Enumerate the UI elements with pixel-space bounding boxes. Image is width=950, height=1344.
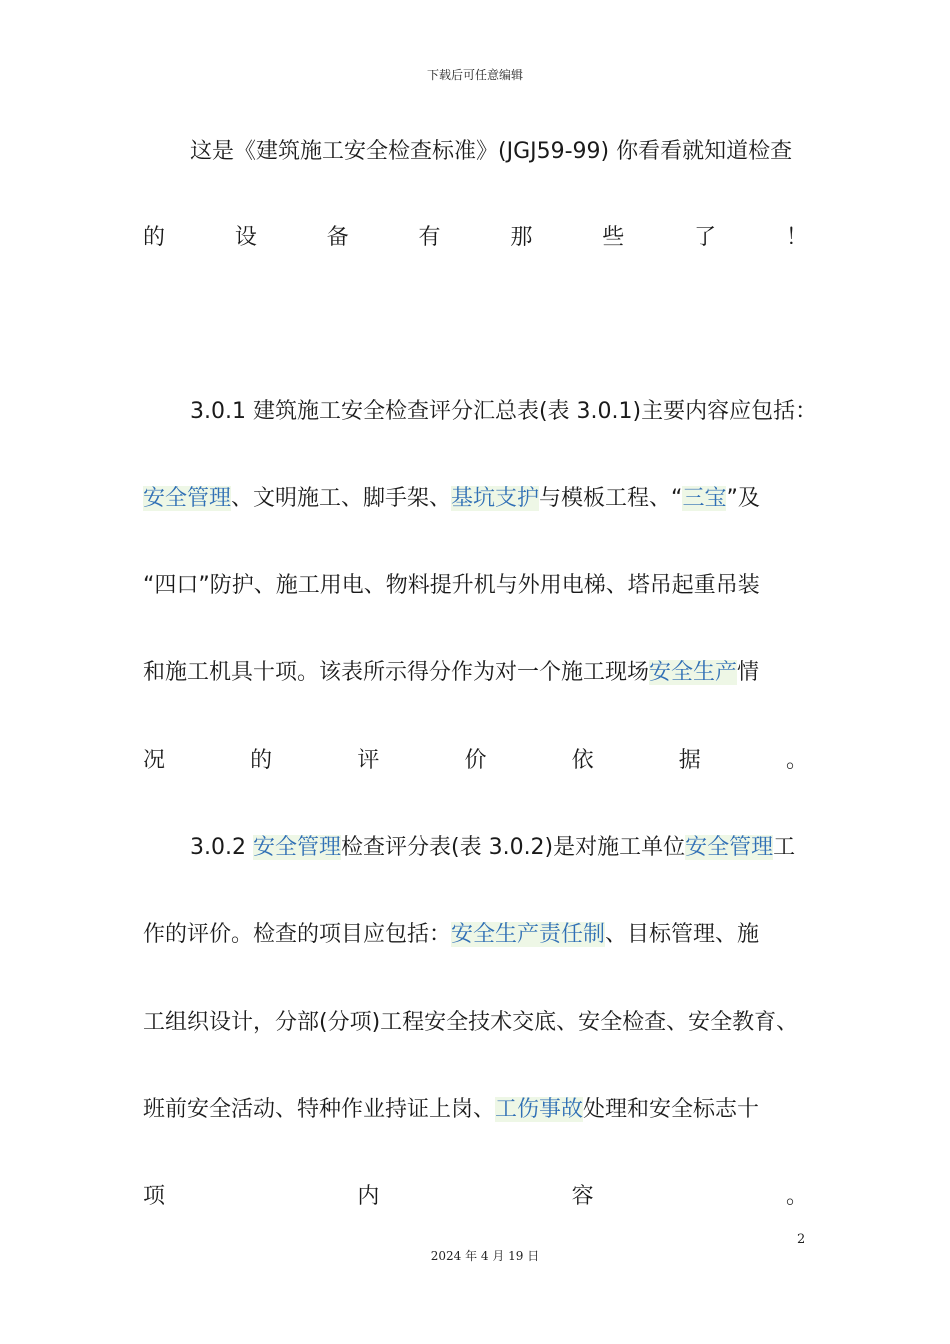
text-span: 情 xyxy=(737,660,760,685)
intro-char: 有 xyxy=(418,225,441,250)
link-anquan-shengchan-zerenzhi[interactable]: 安全生产责任制 xyxy=(451,922,606,947)
spread-char: 据 xyxy=(678,748,701,773)
intro-line-2 xyxy=(143,223,808,253)
text-span: 、目标管理、施 xyxy=(605,922,760,947)
section-301-line-1: 3.0.1 建筑施工安全检查评分汇总表(表 3.0.1)主要内容应包括： xyxy=(190,399,818,424)
spread-char: 。 xyxy=(785,748,808,773)
section-302-line-1 xyxy=(143,833,855,863)
text-span: 、文明施工、脚手架、 xyxy=(231,486,452,511)
footer-date: 2024 年 4 月 19 日 xyxy=(430,1249,540,1263)
spread-char: 况 xyxy=(143,748,166,773)
intro-char: 设 xyxy=(234,225,257,250)
section-302-line-4 xyxy=(143,1095,808,1125)
intro-line-1: 这是《建筑施工安全检查标准》(JGJ59-99) 你看看就知道检查 xyxy=(190,139,793,164)
text-span: 作的评价。检查的项目应包括： xyxy=(143,922,452,947)
text-span: 工 xyxy=(773,835,796,860)
intro-char: 备 xyxy=(326,225,349,250)
page-header: 下载后可任意编辑 xyxy=(426,68,523,82)
spread-char: 评 xyxy=(357,748,380,773)
spread-char: 价 xyxy=(464,748,487,773)
section-301-line-2 xyxy=(143,484,808,514)
spread-char: 依 xyxy=(571,748,594,773)
spread-char: 内 xyxy=(357,1184,380,1209)
spread-char: 的 xyxy=(250,748,273,773)
link-jikeng-zhihu[interactable]: 基坑支护 xyxy=(451,486,540,511)
text-span: ”及 xyxy=(726,486,760,511)
link-anquan-shengchan[interactable]: 安全生产 xyxy=(649,660,738,685)
section-301-line-3: “四口”防护、施工用电、物料提升机与外用电梯、塔吊起重吊装 xyxy=(143,573,760,598)
link-anquan-guanli[interactable]: 安全管理 xyxy=(252,835,341,860)
spread-char: 。 xyxy=(785,1184,808,1209)
link-sanbao[interactable]: 三宝 xyxy=(682,486,727,511)
intro-char: 的 xyxy=(143,225,166,250)
text-span: 3.0.2 xyxy=(190,835,253,860)
section-302-line-3: 工组织设计，分部(分项)工程安全技术交底、安全检查、安全教育、 xyxy=(143,1010,799,1035)
text-span: 检查评分表(表 3.0.2)是对施工单位 xyxy=(341,835,686,860)
section-301-line-5 xyxy=(143,746,808,776)
text-span: 和施工机具十项。该表所示得分作为对一个施工现场 xyxy=(143,660,650,685)
text-span: 与模板工程、“ xyxy=(539,486,683,511)
intro-char: ！ xyxy=(785,225,808,250)
section-302-line-2 xyxy=(143,920,808,950)
text-span: 处理和安全标志十 xyxy=(583,1097,760,1122)
page-number: 2 xyxy=(797,1232,806,1247)
text-span: 班前安全活动、特种作业持证上岗、 xyxy=(143,1097,496,1122)
link-gongshang-shigu[interactable]: 工伤事故 xyxy=(495,1097,584,1122)
section-302-line-5 xyxy=(143,1182,808,1212)
section-301-line-4 xyxy=(143,658,808,688)
link-anquan-guanli[interactable]: 安全管理 xyxy=(143,486,232,511)
intro-char: 那 xyxy=(510,225,533,250)
intro-char: 了 xyxy=(694,225,717,250)
spread-char: 容 xyxy=(571,1184,594,1209)
spread-char: 项 xyxy=(143,1184,166,1209)
intro-char: 些 xyxy=(602,225,625,250)
link-anquan-guanli[interactable]: 安全管理 xyxy=(685,835,774,860)
